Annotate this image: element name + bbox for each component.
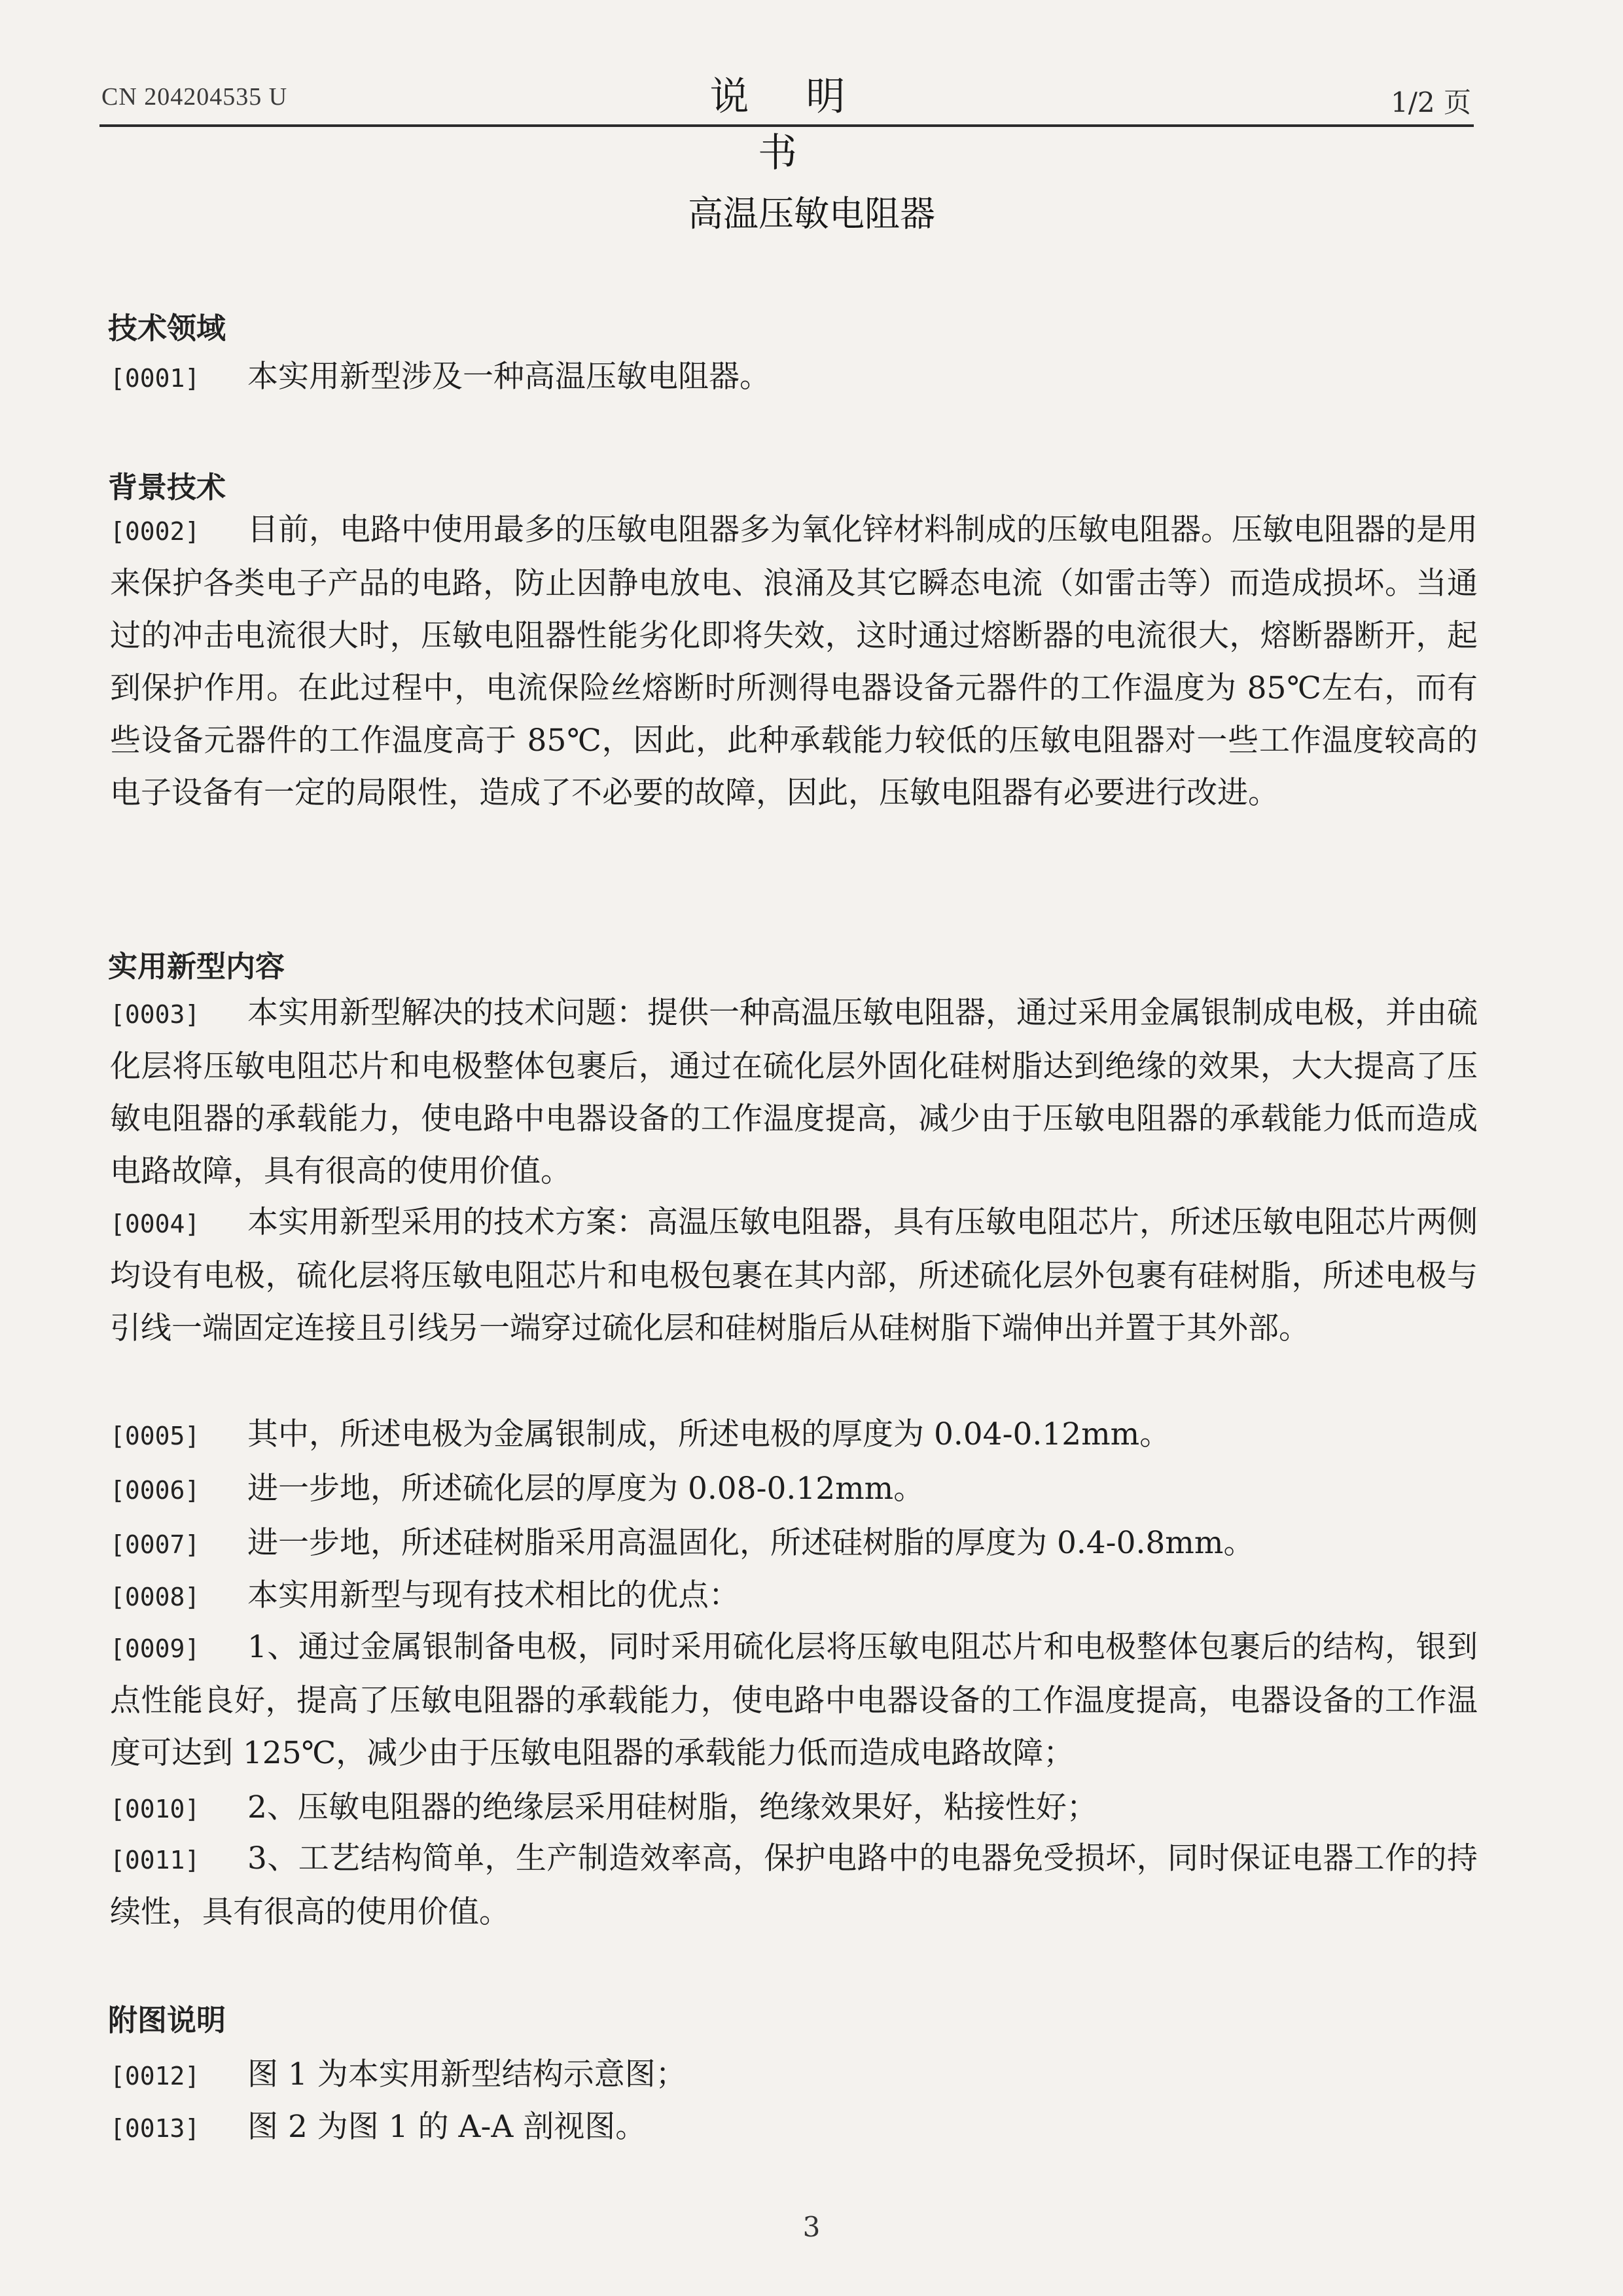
paragraph-number: [0004]	[110, 1210, 200, 1238]
paragraph-number: [0013]	[110, 2114, 200, 2143]
paragraph-0011	[110, 1833, 1478, 1939]
paragraph-0002	[110, 504, 1478, 819]
doc-number: CN 204204535 U	[101, 83, 288, 111]
paragraph-0010	[110, 1782, 1478, 1835]
paragraph-text: 本实用新型采用的技术方案：高温压敏电阻器，具有压敏电阻芯片，所述压敏电阻芯片两侧均设有电极，硫化层将压敏电阻芯片和电极包裹在其内部，所述硫化层外包裹有硅树脂，所述电极与引线一端固定连接且引线另一端穿过硫化层和硅树脂后从硅树脂下端伸出并置于其外部。	[110, 1204, 1478, 1346]
paragraph-number: [0005]	[110, 1422, 200, 1450]
paragraph-number: [0003]	[110, 1000, 200, 1029]
section-background: 背景技术	[108, 470, 226, 505]
paragraph-text: 3、工艺结构简单，生产制造效率高，保护电路中的电器免受损坏，同时保证电器工作的持续性，具有很高的使用价值。	[110, 1840, 1478, 1930]
document-title: 高温压敏电阻器	[688, 193, 935, 234]
paragraph-0006	[110, 1463, 1478, 1516]
paragraph-0005	[110, 1408, 1478, 1462]
section-figures: 附图说明	[108, 2003, 226, 2037]
paragraph-0004	[110, 1196, 1478, 1355]
paragraph-0003	[110, 987, 1478, 1198]
paragraph-text: 图 1 为本实用新型结构示意图；	[247, 2056, 687, 2092]
section-content: 实用新型内容	[108, 949, 285, 984]
paragraph-number: [0010]	[110, 1795, 200, 1823]
paragraph-0013	[110, 2101, 1478, 2155]
paragraph-number: [0006]	[110, 1476, 200, 1505]
paragraph-number: [0002]	[110, 517, 200, 546]
paragraph-0008	[110, 1570, 1478, 1623]
paragraph-text: 本实用新型与现有技术相比的优点：	[247, 1577, 740, 1613]
header-title: 说 明 书	[709, 74, 868, 176]
paragraph-text: 1、通过金属银制备电极，同时采用硫化层将压敏电阻芯片和电极整体包裹后的结构，银到点性能良好，提高了压敏电阻器的承载能力，使电路中电器设备的工作温度提高，电器设备的工作温度可达到 125℃，减少由于压敏电阻器的承载能力低而造成电路故障；	[110, 1629, 1478, 1771]
paragraph-text: 本实用新型解决的技术问题：提供一种高温压敏电阻器，通过采用金属银制成电极，并由硫化层将压敏电阻芯片和电极整体包裹后，通过在硫化层外固化硅树脂达到绝缘的效果，大大提高了压敏电阻器的承载能力，使电路中电器设备的工作温度提高，减少由于压敏电阻器的承载能力低而造成电路故障，具有很高的使用价值。	[110, 995, 1478, 1189]
header-divider	[99, 124, 1474, 127]
paragraph-text: 目前，电路中使用最多的压敏电阻器多为氧化锌材料制成的压敏电阻器。压敏电阻器的是用来保护各类电子产品的电路，防止因静电放电、浪涌及其它瞬态电流（如雷击等）而造成损坏。当通过的冲击电流很大时，压敏电阻器性能劣化即将失效，这时通过熔断器的电流很大，熔断器断开，起到保护作用。在此过程中，电流保险丝熔断时所测得电器设备元器件的工作温度为 85℃左右，而有些设备元器件的工作温度高于 85℃，因此，此种承载能力较低的压敏电阻器对一些工作温度较高的电子设备有一定的局限性，造成了不必要的故障，因此，压敏电阻器有必要进行改进。	[110, 512, 1478, 811]
paragraph-0007	[110, 1517, 1478, 1571]
paragraph-number: [0012]	[110, 2062, 200, 2090]
page-info: 1/2 页	[1391, 86, 1471, 118]
page-number: 3	[802, 2211, 821, 2243]
paragraph-text: 2、压敏电阻器的绝缘层采用硅树脂，绝缘效果好，粘接性好；	[247, 1789, 1097, 1825]
paragraph-0012	[110, 2049, 1478, 2102]
paragraph-number: [0009]	[110, 1634, 200, 1663]
paragraph-number: [0011]	[110, 1846, 200, 1874]
paragraph-number: [0008]	[110, 1583, 200, 1611]
paragraph-text: 进一步地，所述硫化层的厚度为 0.08-0.12mm。	[247, 1471, 925, 1507]
paragraph-text: 进一步地，所述硅树脂采用高温固化，所述硅树脂的厚度为 0.4-0.8mm。	[247, 1525, 1255, 1561]
paragraph-0009	[110, 1621, 1478, 1780]
paragraph-0001	[110, 351, 1478, 404]
paragraph-number: [0007]	[110, 1530, 200, 1559]
section-tech-field: 技术领域	[108, 311, 226, 346]
paragraph-text: 图 2 为图 1 的 A-A 剖视图。	[247, 2109, 647, 2145]
paragraph-text: 其中，所述电极为金属银制成，所述电极的厚度为 0.04-0.12mm。	[247, 1416, 1171, 1452]
paragraph-text: 本实用新型涉及一种高温压敏电阻器。	[247, 359, 770, 395]
paragraph-number: [0001]	[110, 364, 200, 393]
